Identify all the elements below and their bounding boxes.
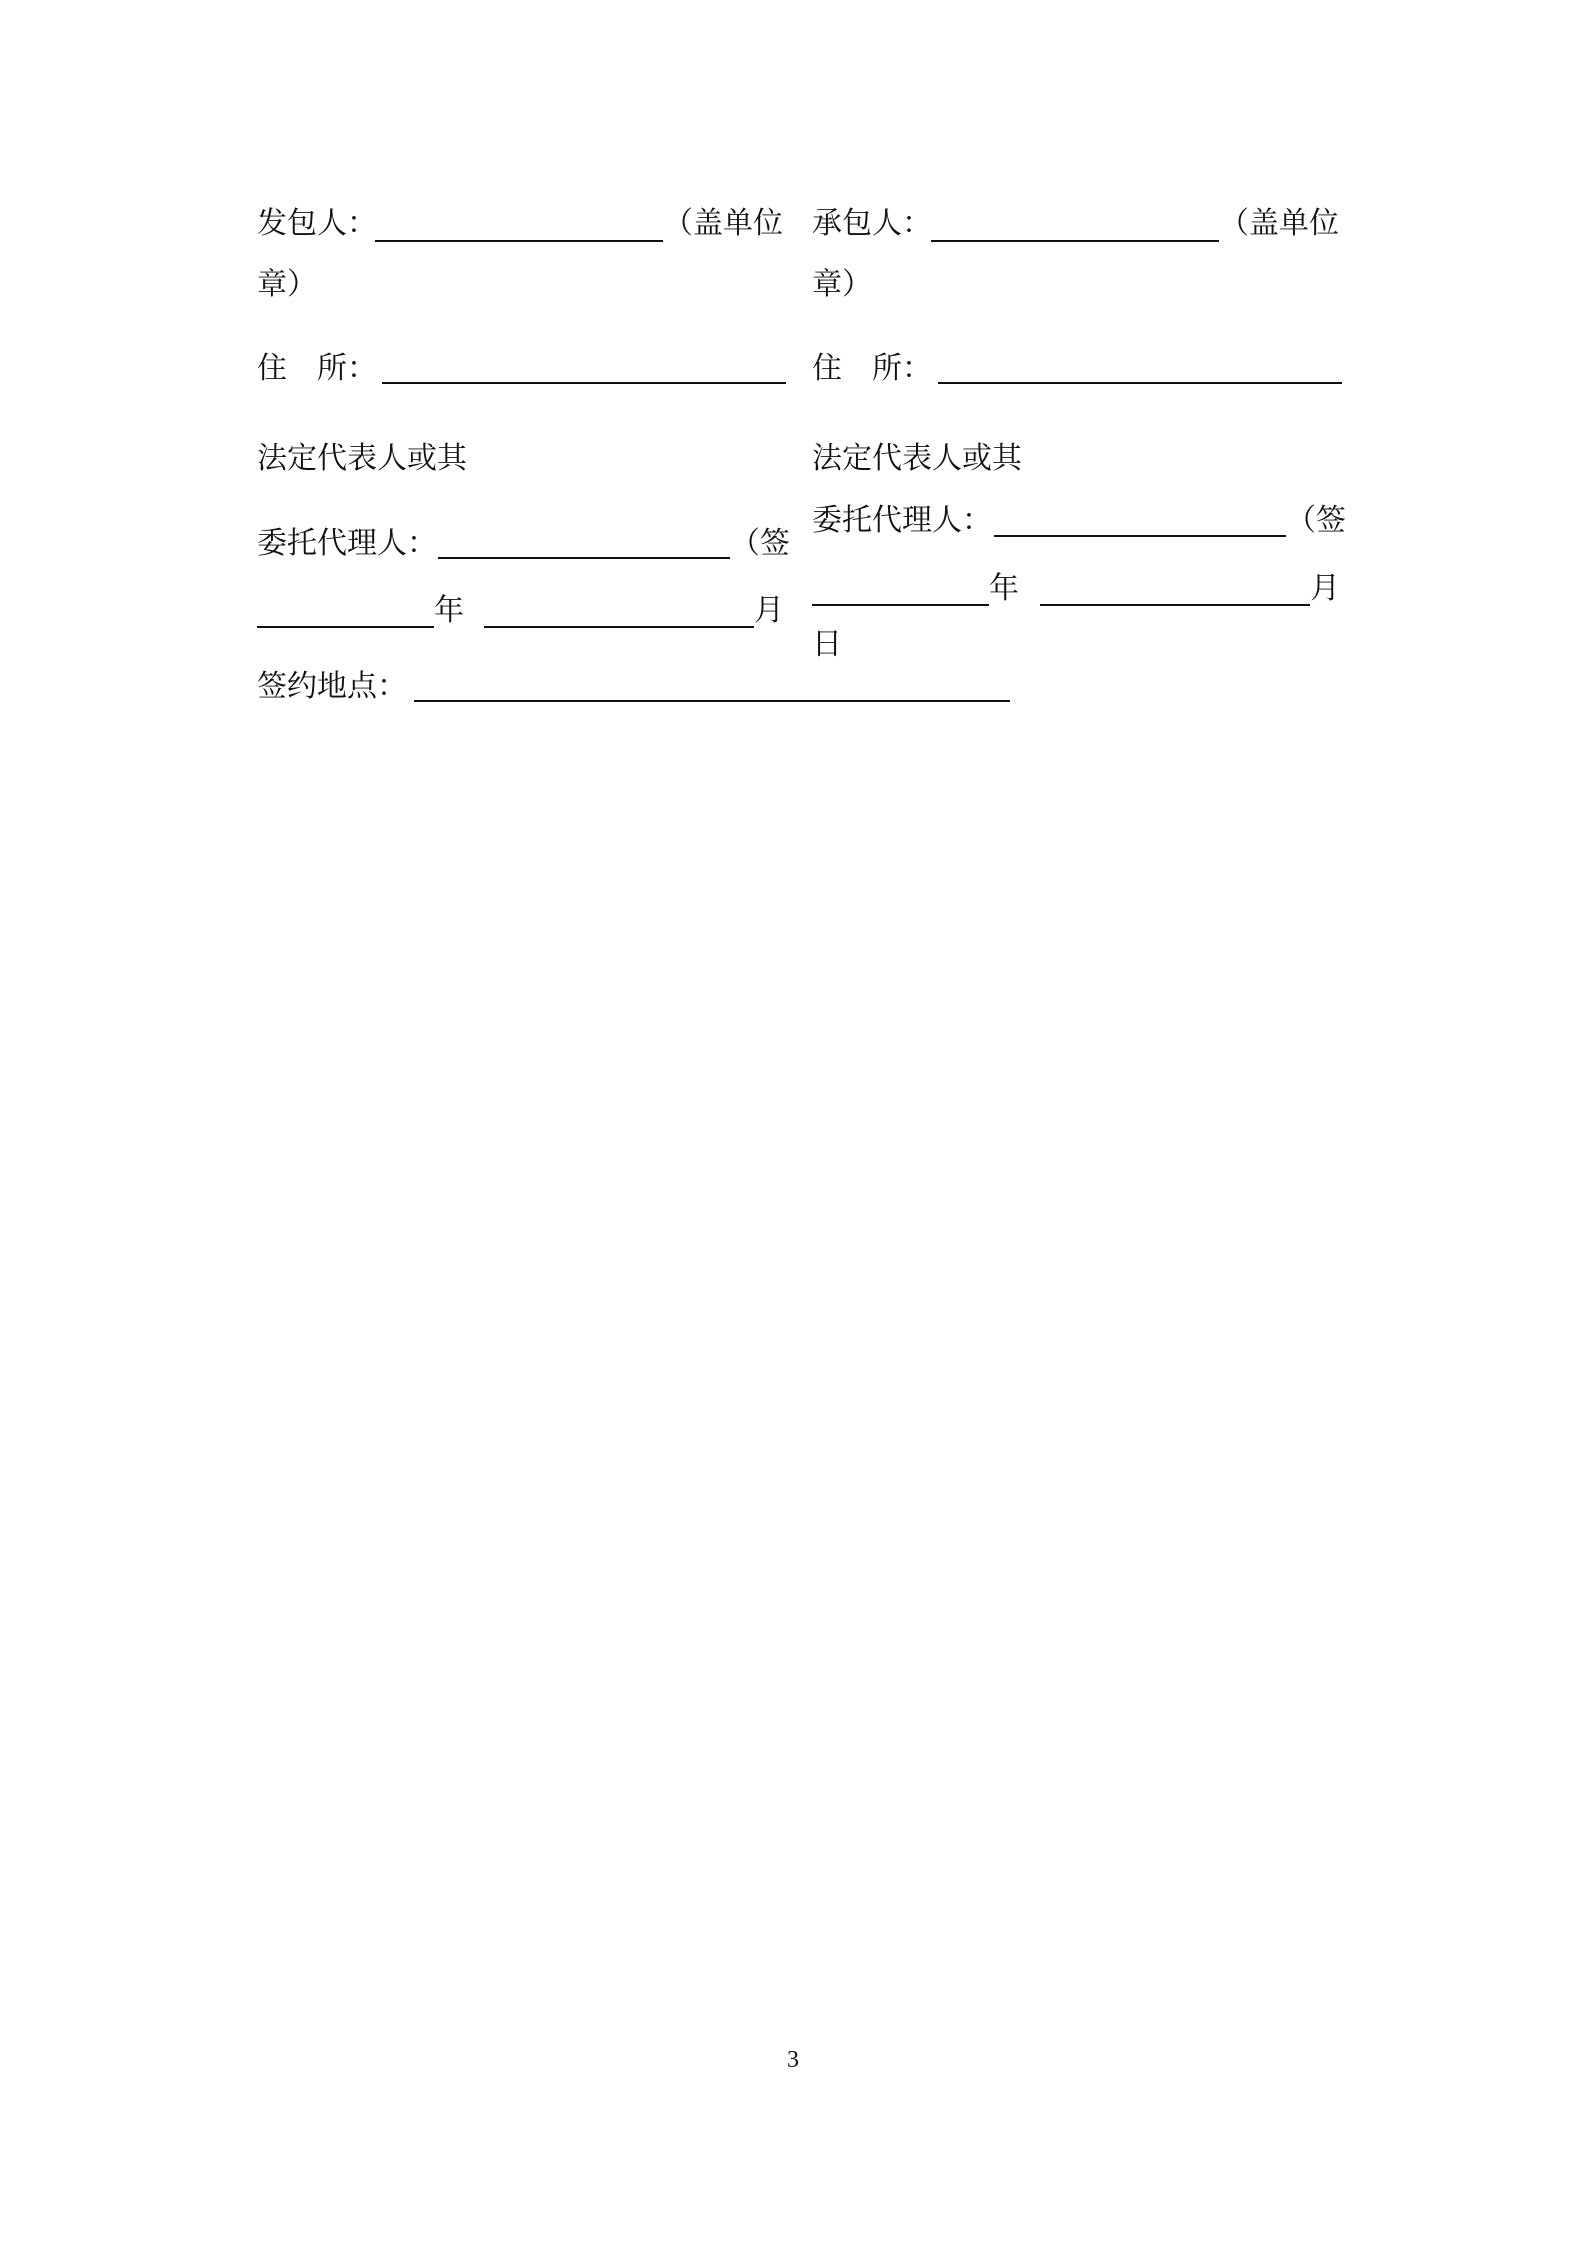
contractor-year-label: 年 bbox=[989, 571, 1019, 606]
owner-sign-note: （签 bbox=[730, 526, 790, 561]
owner-year-label: 年 bbox=[434, 593, 464, 628]
contractor-sign-note: （签 bbox=[1286, 503, 1346, 538]
signing-location-label: 签约地点： bbox=[257, 669, 407, 704]
owner-signature-line bbox=[375, 240, 663, 242]
contractor-month-label: 月 bbox=[1310, 571, 1340, 606]
contractor-agent-label: 委托代理人： bbox=[812, 503, 992, 538]
owner-agent-label: 委托代理人： bbox=[257, 526, 437, 561]
contractor-rep-label: 法定代表人或其 bbox=[812, 441, 1022, 476]
page-number: 3 bbox=[787, 2047, 799, 2073]
contractor-label: 承包人： bbox=[812, 206, 932, 241]
owner-label: 发包人： bbox=[257, 206, 377, 241]
owner-year-line bbox=[257, 626, 434, 628]
contractor-agent-line bbox=[994, 535, 1286, 537]
contractor-seal-note-cont: 章） bbox=[812, 267, 872, 302]
owner-rep-label: 法定代表人或其 bbox=[257, 441, 467, 476]
contractor-day-clip bbox=[812, 627, 852, 662]
signing-location-line bbox=[414, 700, 1010, 702]
owner-month-line bbox=[484, 626, 754, 628]
owner-seal-note-cont: 章） bbox=[257, 267, 317, 302]
owner-address-line bbox=[382, 382, 786, 384]
owner-address-label: 住 所： bbox=[257, 351, 377, 386]
owner-month-label: 月 bbox=[754, 593, 784, 628]
owner-seal-note: （盖单位 bbox=[663, 206, 783, 241]
contractor-seal-note: （盖单位 bbox=[1219, 206, 1339, 241]
contractor-day-label: 日 bbox=[812, 627, 842, 662]
contractor-signature-line bbox=[931, 240, 1219, 242]
contractor-month-line bbox=[1040, 604, 1310, 606]
contractor-address-line bbox=[938, 382, 1342, 384]
contractor-address-label: 住 所： bbox=[812, 351, 932, 386]
owner-agent-line bbox=[438, 557, 730, 559]
contractor-year-line bbox=[812, 604, 989, 606]
